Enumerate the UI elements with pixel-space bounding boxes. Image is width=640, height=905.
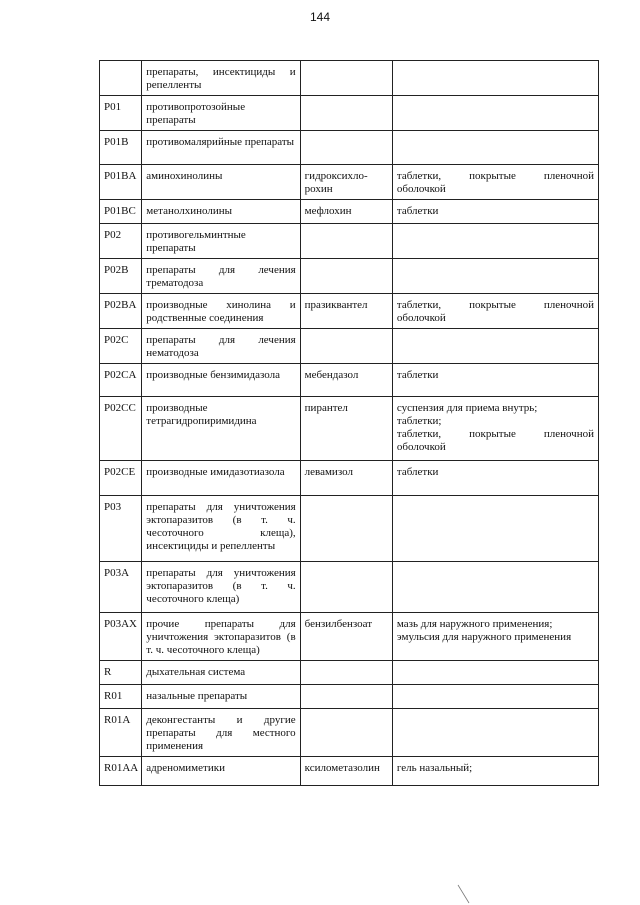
dosage-forms-cell <box>392 224 598 259</box>
inn-cell: празиквантел <box>300 294 392 329</box>
atc-code-cell: P02 <box>100 224 142 259</box>
inn-cell <box>300 496 392 562</box>
dosage-form: гель назальный; <box>396 762 473 774</box>
dosage-forms-cell <box>392 496 598 562</box>
table-row <box>100 461 599 496</box>
atc-code-cell: P01B <box>100 131 142 165</box>
group-name-cell: адреномиметики <box>142 757 300 786</box>
inn-cell: мефлохин <box>300 200 392 224</box>
dosage-forms-cell <box>392 397 598 461</box>
group-name-cell: деконгестанты и другие препараты для местного применения <box>142 709 300 757</box>
table-row <box>100 165 599 200</box>
dosage-form: мазь для наружного применения; <box>396 618 553 630</box>
dosage-forms-cell <box>392 709 598 757</box>
group-name-cell: дыхательная система <box>142 661 300 685</box>
drug-classification-table <box>99 60 599 786</box>
table-row <box>100 294 599 329</box>
group-name-cell: препараты для лечения трематодоза <box>142 259 300 294</box>
table-row <box>100 131 599 165</box>
atc-code-cell: P03 <box>100 496 142 562</box>
atc-code-cell <box>100 61 142 96</box>
inn-cell <box>300 96 392 131</box>
page-number: 144 <box>309 10 331 24</box>
atc-code-cell: P03AX <box>100 613 142 661</box>
dosage-form: таблетки, покрытые пленочной оболочкой <box>396 170 594 195</box>
dosage-form: суспензия для приема внутрь; <box>396 402 538 414</box>
dosage-forms-cell <box>392 96 598 131</box>
inn-cell <box>300 131 392 165</box>
dosage-forms-cell <box>392 613 598 661</box>
group-name-cell: производные бензимидазола <box>142 364 300 397</box>
atc-code-cell: P02CE <box>100 461 142 496</box>
inn-cell: левамизол <box>300 461 392 496</box>
atc-code-cell: R01 <box>100 685 142 709</box>
group-name-cell: аминохинолины <box>142 165 300 200</box>
group-name-cell: назальные препараты <box>142 685 300 709</box>
inn-cell: ксилометазолин <box>300 757 392 786</box>
group-name-cell: препараты для уничтожения эктопаразитов (в т. ч. чесоточного клеща) <box>142 562 300 613</box>
group-name-cell: препараты, инсектициды и репелленты <box>142 61 300 96</box>
dosage-form: таблетки <box>396 466 439 478</box>
table-row <box>100 562 599 613</box>
dosage-forms-cell <box>392 200 598 224</box>
atc-code-cell: P01BC <box>100 200 142 224</box>
atc-code-cell: P02B <box>100 259 142 294</box>
table-row <box>100 613 599 661</box>
atc-code-cell: P01 <box>100 96 142 131</box>
table-row <box>100 224 599 259</box>
group-name-cell: противогельминтные препараты <box>142 224 300 259</box>
scan-mark <box>457 884 471 904</box>
inn-cell <box>300 224 392 259</box>
table-row <box>100 200 599 224</box>
table-row <box>100 496 599 562</box>
atc-code-cell: P02CC <box>100 397 142 461</box>
table-row <box>100 329 599 364</box>
table-row <box>100 96 599 131</box>
inn-cell: гидроксихло-рохин <box>300 165 392 200</box>
group-name-cell: производные хинолина и родственные соединения <box>142 294 300 329</box>
inn-cell <box>300 709 392 757</box>
dosage-forms-cell <box>392 294 598 329</box>
dosage-forms-cell <box>392 461 598 496</box>
atc-code-cell: P01BA <box>100 165 142 200</box>
dosage-form: таблетки, покрытые пленочной оболочкой <box>396 299 594 324</box>
dosage-forms-cell <box>392 131 598 165</box>
inn-cell <box>300 562 392 613</box>
dosage-form: таблетки <box>396 369 439 381</box>
dosage-form: эмульсия для наружного применения <box>396 631 572 643</box>
atc-code-cell: R01AA <box>100 757 142 786</box>
dosage-forms-cell <box>392 165 598 200</box>
inn-cell: пирантел <box>300 397 392 461</box>
dosage-forms-cell <box>392 562 598 613</box>
inn-cell <box>300 329 392 364</box>
table-row <box>100 61 599 96</box>
atc-code-cell: R01A <box>100 709 142 757</box>
inn-cell <box>300 61 392 96</box>
atc-code-cell: P02C <box>100 329 142 364</box>
dosage-forms-cell <box>392 757 598 786</box>
group-name-cell: производные имидазотиазола <box>142 461 300 496</box>
dosage-forms-cell <box>392 364 598 397</box>
group-name-cell: прочие препараты для уничтожения эктопаразитов (в т. ч. чесоточного клеща) <box>142 613 300 661</box>
table-row <box>100 397 599 461</box>
inn-cell <box>300 259 392 294</box>
dosage-form: таблетки, покрытые пленочной оболочкой <box>396 428 594 453</box>
dosage-form: таблетки; <box>396 415 442 427</box>
dosage-forms-cell <box>392 259 598 294</box>
group-name-cell: противопротозойные препараты <box>142 96 300 131</box>
table-row <box>100 661 599 685</box>
group-name-cell: противомалярийные препараты <box>142 131 300 165</box>
group-name-cell: метанолхинолины <box>142 200 300 224</box>
dosage-form: таблетки <box>396 205 439 217</box>
atc-code-cell: P02BA <box>100 294 142 329</box>
table-row <box>100 709 599 757</box>
group-name-cell: производные тетрагидропиримидина <box>142 397 300 461</box>
dosage-forms-cell <box>392 661 598 685</box>
inn-cell <box>300 685 392 709</box>
group-name-cell: препараты для лечения нематодоза <box>142 329 300 364</box>
atc-code-cell: R <box>100 661 142 685</box>
table-row <box>100 757 599 786</box>
dosage-forms-cell <box>392 61 598 96</box>
dosage-forms-cell <box>392 685 598 709</box>
dosage-forms-cell <box>392 329 598 364</box>
table-row <box>100 685 599 709</box>
inn-cell: бензилбензоат <box>300 613 392 661</box>
atc-code-cell: P02CA <box>100 364 142 397</box>
group-name-cell: препараты для уничтожения эктопаразитов (в т. ч. чесоточного клеща), инсектициды и репелленты <box>142 496 300 562</box>
table-row <box>100 364 599 397</box>
inn-cell <box>300 661 392 685</box>
atc-code-cell: P03A <box>100 562 142 613</box>
table-row <box>100 259 599 294</box>
inn-cell: мебендазол <box>300 364 392 397</box>
